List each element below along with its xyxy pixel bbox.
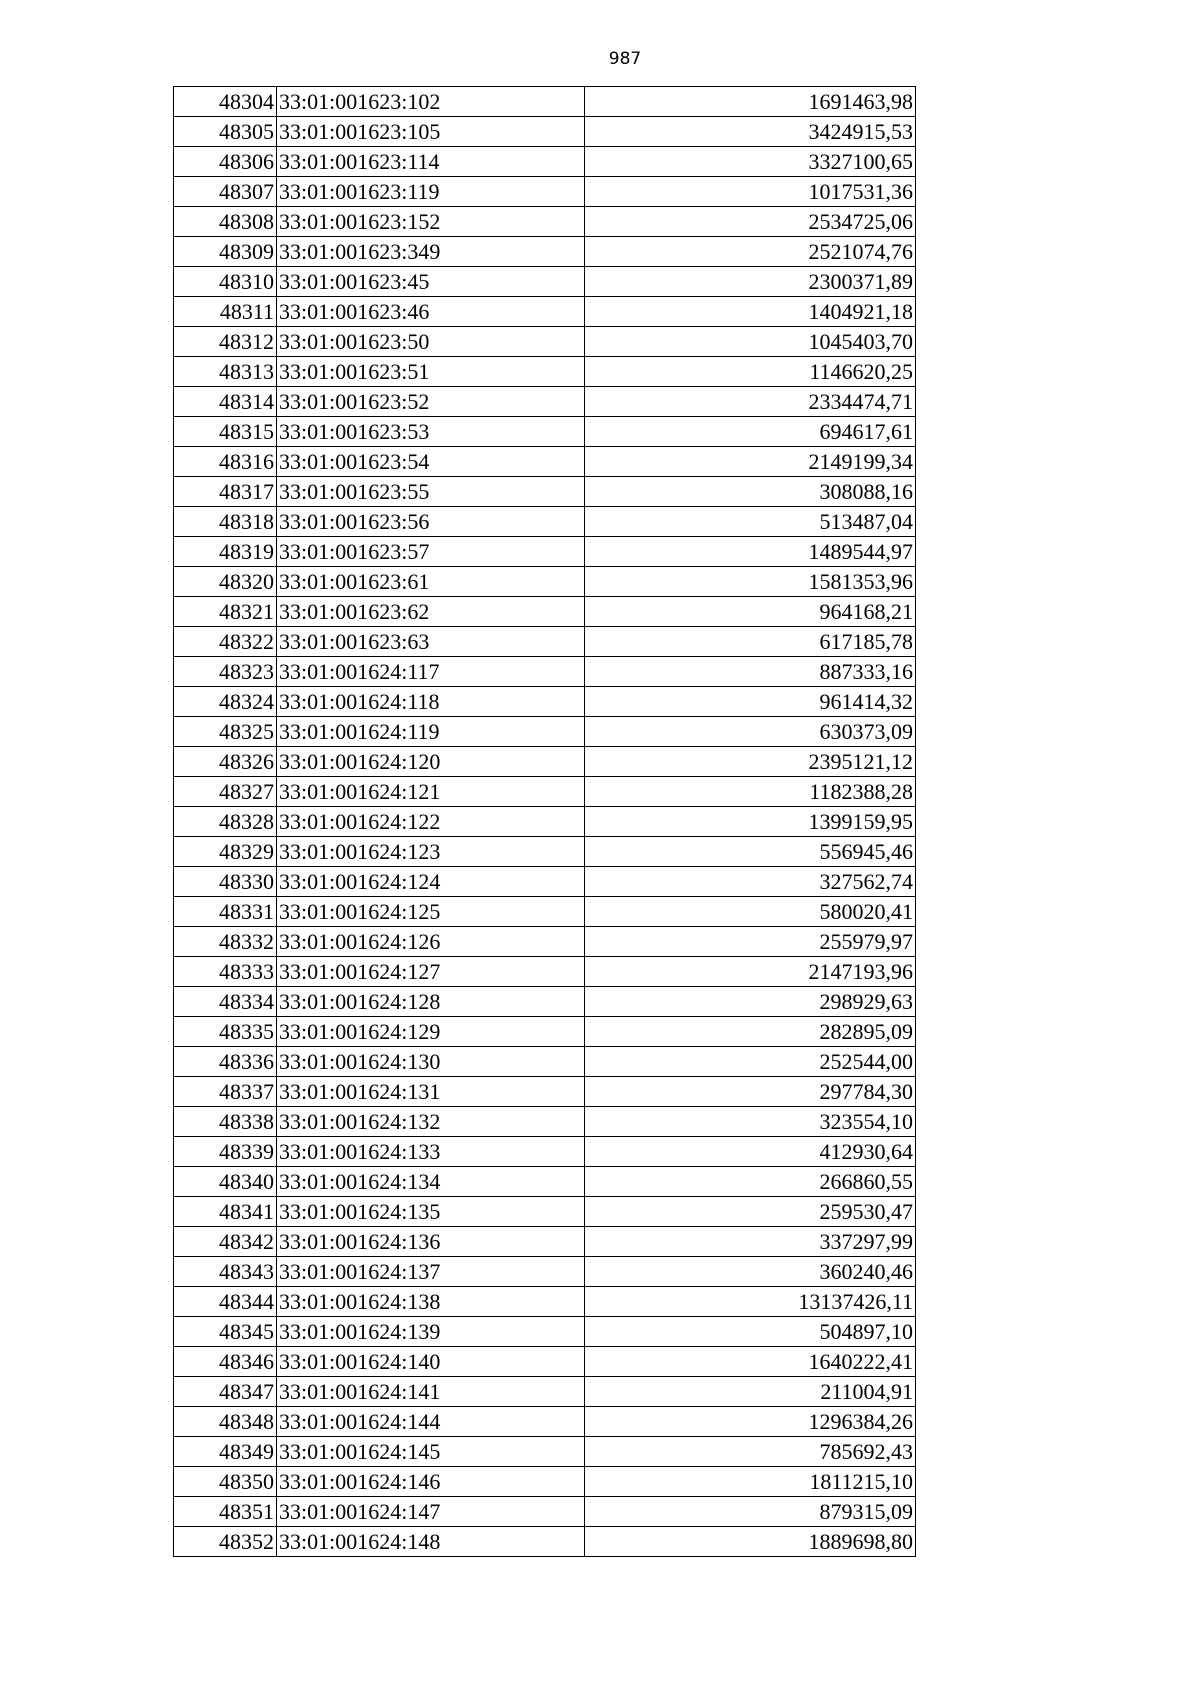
cadastral-value-cell: 1146620,25 xyxy=(585,357,916,387)
cadastral-number-cell: 33:01:001624:126 xyxy=(277,927,585,957)
row-number-cell: 48339 xyxy=(174,1137,277,1167)
row-number-cell: 48313 xyxy=(174,357,277,387)
row-number-cell: 48321 xyxy=(174,597,277,627)
table-row xyxy=(174,1257,916,1287)
cadastral-value-cell: 1581353,96 xyxy=(585,567,916,597)
row-number-cell: 48305 xyxy=(174,117,277,147)
cadastral-number-cell: 33:01:001623:119 xyxy=(277,177,585,207)
cadastral-value-cell: 252544,00 xyxy=(585,1047,916,1077)
cadastral-value-cell: 1889698,80 xyxy=(585,1527,916,1557)
cadastral-number-cell: 33:01:001624:131 xyxy=(277,1077,585,1107)
row-number-cell: 48334 xyxy=(174,987,277,1017)
table-row xyxy=(174,1377,916,1407)
table-row xyxy=(174,1497,916,1527)
row-number-cell: 48343 xyxy=(174,1257,277,1287)
table-row xyxy=(174,1227,916,1257)
row-number-cell: 48344 xyxy=(174,1287,277,1317)
cadastral-number-cell: 33:01:001624:124 xyxy=(277,867,585,897)
cadastral-value-cell: 2149199,34 xyxy=(585,447,916,477)
cadastral-value-cell: 412930,64 xyxy=(585,1137,916,1167)
table-row xyxy=(174,987,916,1017)
cadastral-value-cell: 2395121,12 xyxy=(585,747,916,777)
cadastral-value-cell: 1489544,97 xyxy=(585,537,916,567)
cadastral-value-cell: 323554,10 xyxy=(585,1107,916,1137)
row-number-cell: 48318 xyxy=(174,507,277,537)
cadastral-value-cell: 259530,47 xyxy=(585,1197,916,1227)
row-number-cell: 48317 xyxy=(174,477,277,507)
cadastral-number-cell: 33:01:001624:146 xyxy=(277,1467,585,1497)
row-number-cell: 48340 xyxy=(174,1167,277,1197)
cadastral-value-cell: 211004,91 xyxy=(585,1377,916,1407)
row-number-cell: 48342 xyxy=(174,1227,277,1257)
table-row xyxy=(174,177,916,207)
row-number-cell: 48349 xyxy=(174,1437,277,1467)
table-row xyxy=(174,897,916,927)
cadastral-value-cell: 298929,63 xyxy=(585,987,916,1017)
table-row xyxy=(174,837,916,867)
table-row xyxy=(174,387,916,417)
cadastral-value-cell: 580020,41 xyxy=(585,897,916,927)
table-row xyxy=(174,747,916,777)
table-row xyxy=(174,1437,916,1467)
cadastral-value-cell: 327562,74 xyxy=(585,867,916,897)
row-number-cell: 48335 xyxy=(174,1017,277,1047)
cadastral-value-cell: 2300371,89 xyxy=(585,267,916,297)
table-row xyxy=(174,1347,916,1377)
cadastral-value-cell: 3327100,65 xyxy=(585,147,916,177)
cadastral-number-cell: 33:01:001623:53 xyxy=(277,417,585,447)
row-number-cell: 48328 xyxy=(174,807,277,837)
cadastral-value-cell: 255979,97 xyxy=(585,927,916,957)
cadastral-value-cell: 297784,30 xyxy=(585,1077,916,1107)
cadastral-value-cell: 694617,61 xyxy=(585,417,916,447)
table-row xyxy=(174,657,916,687)
table-row xyxy=(174,117,916,147)
cadastral-value-cell: 1399159,95 xyxy=(585,807,916,837)
cadastral-value-cell: 1296384,26 xyxy=(585,1407,916,1437)
cadastral-number-cell: 33:01:001624:144 xyxy=(277,1407,585,1437)
table-row xyxy=(174,717,916,747)
cadastral-value-cell: 2147193,96 xyxy=(585,957,916,987)
cadastral-number-cell: 33:01:001624:130 xyxy=(277,1047,585,1077)
table-row xyxy=(174,507,916,537)
cadastral-number-cell: 33:01:001623:52 xyxy=(277,387,585,417)
cadastral-number-cell: 33:01:001623:349 xyxy=(277,237,585,267)
cadastral-value-cell: 2534725,06 xyxy=(585,207,916,237)
row-number-cell: 48351 xyxy=(174,1497,277,1527)
cadastral-number-cell: 33:01:001623:57 xyxy=(277,537,585,567)
table-row xyxy=(174,327,916,357)
cadastral-value-table xyxy=(173,86,916,1557)
table-row xyxy=(174,867,916,897)
cadastral-number-cell: 33:01:001623:54 xyxy=(277,447,585,477)
table-row xyxy=(174,297,916,327)
row-number-cell: 48323 xyxy=(174,657,277,687)
row-number-cell: 48338 xyxy=(174,1107,277,1137)
cadastral-number-cell: 33:01:001624:134 xyxy=(277,1167,585,1197)
cadastral-number-cell: 33:01:001624:125 xyxy=(277,897,585,927)
cadastral-number-cell: 33:01:001624:137 xyxy=(277,1257,585,1287)
cadastral-number-cell: 33:01:001624:119 xyxy=(277,717,585,747)
table-row xyxy=(174,1527,916,1557)
cadastral-number-cell: 33:01:001624:129 xyxy=(277,1017,585,1047)
table-row xyxy=(174,207,916,237)
cadastral-number-cell: 33:01:001623:46 xyxy=(277,297,585,327)
page-number: 987 xyxy=(608,49,642,69)
cadastral-value-cell: 1182388,28 xyxy=(585,777,916,807)
row-number-cell: 48336 xyxy=(174,1047,277,1077)
row-number-cell: 48345 xyxy=(174,1317,277,1347)
row-number-cell: 48314 xyxy=(174,387,277,417)
cadastral-number-cell: 33:01:001624:139 xyxy=(277,1317,585,1347)
cadastral-number-cell: 33:01:001623:61 xyxy=(277,567,585,597)
cadastral-number-cell: 33:01:001623:56 xyxy=(277,507,585,537)
cadastral-value-cell: 2334474,71 xyxy=(585,387,916,417)
table-row xyxy=(174,1137,916,1167)
table-row xyxy=(174,477,916,507)
table-row xyxy=(174,87,916,117)
table-row xyxy=(174,807,916,837)
row-number-cell: 48324 xyxy=(174,687,277,717)
row-number-cell: 48316 xyxy=(174,447,277,477)
row-number-cell: 48319 xyxy=(174,537,277,567)
cadastral-number-cell: 33:01:001624:127 xyxy=(277,957,585,987)
cadastral-value-cell: 879315,09 xyxy=(585,1497,916,1527)
row-number-cell: 48311 xyxy=(174,297,277,327)
cadastral-number-cell: 33:01:001624:133 xyxy=(277,1137,585,1167)
table-row xyxy=(174,1167,916,1197)
cadastral-value-cell: 1691463,98 xyxy=(585,87,916,117)
table-row xyxy=(174,237,916,267)
cadastral-number-cell: 33:01:001624:132 xyxy=(277,1107,585,1137)
cadastral-value-cell: 630373,09 xyxy=(585,717,916,747)
cadastral-value-cell: 1017531,36 xyxy=(585,177,916,207)
row-number-cell: 48333 xyxy=(174,957,277,987)
cadastral-number-cell: 33:01:001624:117 xyxy=(277,657,585,687)
row-number-cell: 48332 xyxy=(174,927,277,957)
table-row xyxy=(174,1017,916,1047)
row-number-cell: 48304 xyxy=(174,87,277,117)
row-number-cell: 48350 xyxy=(174,1467,277,1497)
cadastral-number-cell: 33:01:001624:138 xyxy=(277,1287,585,1317)
cadastral-number-cell: 33:01:001624:120 xyxy=(277,747,585,777)
table-row xyxy=(174,687,916,717)
cadastral-value-cell: 785692,43 xyxy=(585,1437,916,1467)
cadastral-value-cell: 1404921,18 xyxy=(585,297,916,327)
table-row xyxy=(174,1317,916,1347)
cadastral-number-cell: 33:01:001624:135 xyxy=(277,1197,585,1227)
row-number-cell: 48320 xyxy=(174,567,277,597)
table-row xyxy=(174,1107,916,1137)
table-row xyxy=(174,1407,916,1437)
table-row xyxy=(174,417,916,447)
cadastral-number-cell: 33:01:001624:128 xyxy=(277,987,585,1017)
row-number-cell: 48322 xyxy=(174,627,277,657)
cadastral-value-cell: 308088,16 xyxy=(585,477,916,507)
table-row xyxy=(174,447,916,477)
cadastral-number-cell: 33:01:001624:121 xyxy=(277,777,585,807)
table-row xyxy=(174,777,916,807)
row-number-cell: 48331 xyxy=(174,897,277,927)
cadastral-number-cell: 33:01:001623:50 xyxy=(277,327,585,357)
cadastral-number-cell: 33:01:001624:136 xyxy=(277,1227,585,1257)
cadastral-number-cell: 33:01:001623:62 xyxy=(277,597,585,627)
cadastral-value-cell: 1045403,70 xyxy=(585,327,916,357)
cadastral-value-cell: 3424915,53 xyxy=(585,117,916,147)
row-number-cell: 48352 xyxy=(174,1527,277,1557)
cadastral-number-cell: 33:01:001624:141 xyxy=(277,1377,585,1407)
cadastral-value-cell: 360240,46 xyxy=(585,1257,916,1287)
cadastral-number-cell: 33:01:001623:55 xyxy=(277,477,585,507)
cadastral-value-cell: 1811215,10 xyxy=(585,1467,916,1497)
table-row xyxy=(174,957,916,987)
row-number-cell: 48346 xyxy=(174,1347,277,1377)
cadastral-value-cell: 961414,32 xyxy=(585,687,916,717)
cadastral-number-cell: 33:01:001623:45 xyxy=(277,267,585,297)
row-number-cell: 48307 xyxy=(174,177,277,207)
row-number-cell: 48341 xyxy=(174,1197,277,1227)
row-number-cell: 48330 xyxy=(174,867,277,897)
cadastral-number-cell: 33:01:001624:123 xyxy=(277,837,585,867)
cadastral-number-cell: 33:01:001623:63 xyxy=(277,627,585,657)
row-number-cell: 48347 xyxy=(174,1377,277,1407)
cadastral-value-cell: 266860,55 xyxy=(585,1167,916,1197)
row-number-cell: 48312 xyxy=(174,327,277,357)
cadastral-number-cell: 33:01:001624:147 xyxy=(277,1497,585,1527)
table-row xyxy=(174,1467,916,1497)
cadastral-number-cell: 33:01:001624:148 xyxy=(277,1527,585,1557)
cadastral-number-cell: 33:01:001624:140 xyxy=(277,1347,585,1377)
cadastral-number-cell: 33:01:001624:122 xyxy=(277,807,585,837)
row-number-cell: 48348 xyxy=(174,1407,277,1437)
cadastral-value-cell: 282895,09 xyxy=(585,1017,916,1047)
cadastral-value-cell: 513487,04 xyxy=(585,507,916,537)
row-number-cell: 48326 xyxy=(174,747,277,777)
row-number-cell: 48308 xyxy=(174,207,277,237)
table-row xyxy=(174,627,916,657)
table-row xyxy=(174,1197,916,1227)
table-row xyxy=(174,927,916,957)
table-row xyxy=(174,267,916,297)
cadastral-value-cell: 337297,99 xyxy=(585,1227,916,1257)
cadastral-number-cell: 33:01:001623:152 xyxy=(277,207,585,237)
row-number-cell: 48329 xyxy=(174,837,277,867)
row-number-cell: 48315 xyxy=(174,417,277,447)
cadastral-number-cell: 33:01:001623:102 xyxy=(277,87,585,117)
table-row xyxy=(174,1077,916,1107)
row-number-cell: 48337 xyxy=(174,1077,277,1107)
table-row xyxy=(174,1047,916,1077)
row-number-cell: 48306 xyxy=(174,147,277,177)
table-row xyxy=(174,537,916,567)
table-row xyxy=(174,357,916,387)
table-row xyxy=(174,1287,916,1317)
row-number-cell: 48309 xyxy=(174,237,277,267)
cadastral-value-cell: 1640222,41 xyxy=(585,1347,916,1377)
cadastral-number-cell: 33:01:001623:51 xyxy=(277,357,585,387)
cadastral-number-cell: 33:01:001623:105 xyxy=(277,117,585,147)
cadastral-value-cell: 964168,21 xyxy=(585,597,916,627)
cadastral-number-cell: 33:01:001624:118 xyxy=(277,687,585,717)
row-number-cell: 48327 xyxy=(174,777,277,807)
row-number-cell: 48325 xyxy=(174,717,277,747)
cadastral-value-cell: 617185,78 xyxy=(585,627,916,657)
table-row xyxy=(174,147,916,177)
cadastral-number-cell: 33:01:001623:114 xyxy=(277,147,585,177)
table-row xyxy=(174,567,916,597)
table-row xyxy=(174,597,916,627)
table-body xyxy=(174,87,916,1557)
cadastral-value-cell: 504897,10 xyxy=(585,1317,916,1347)
row-number-cell: 48310 xyxy=(174,267,277,297)
cadastral-value-cell: 887333,16 xyxy=(585,657,916,687)
cadastral-value-cell: 13137426,11 xyxy=(585,1287,916,1317)
cadastral-number-cell: 33:01:001624:145 xyxy=(277,1437,585,1467)
cadastral-value-cell: 556945,46 xyxy=(585,837,916,867)
cadastral-value-cell: 2521074,76 xyxy=(585,237,916,267)
